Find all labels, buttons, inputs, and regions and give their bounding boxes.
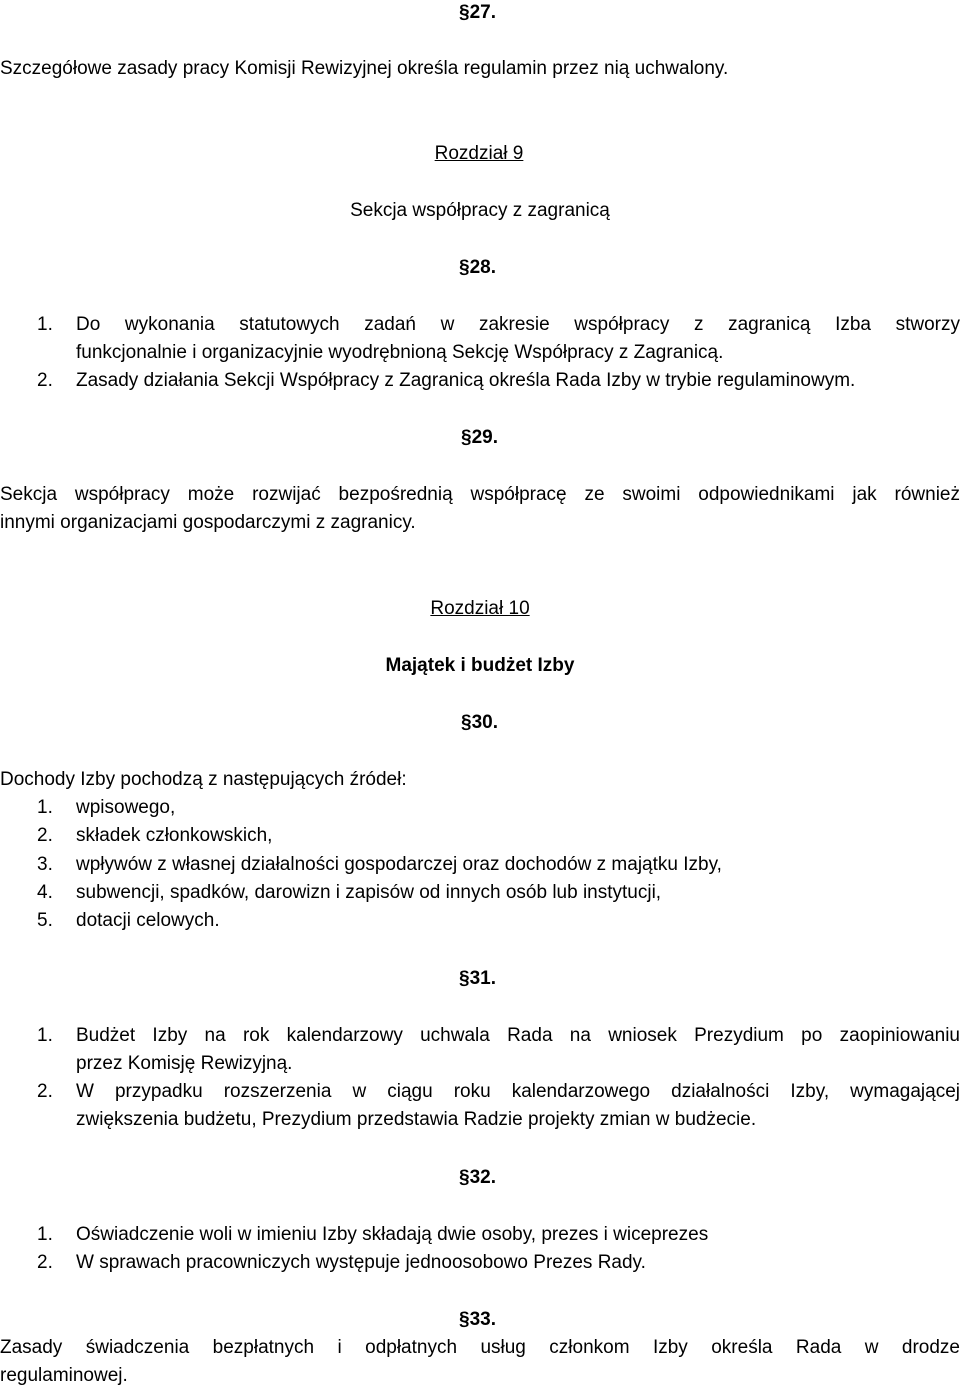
section-30-item-4-number: 4. xyxy=(37,882,53,903)
section-30-item-1-number: 1. xyxy=(37,797,53,818)
section-30-heading: §30. xyxy=(461,712,498,733)
section-28-item-1-line-2: funkcjonalnie i organizacyjnie wyodrębnioną Sekcję Współpracy z Zagranicą. xyxy=(76,342,724,363)
section-29-line-2: innymi organizacjami gospodarczymi z zagranicy. xyxy=(0,512,416,533)
section-30-item-2-text: składek członkowskich, xyxy=(76,825,273,846)
section-31-item-2-line-1: W przypadku rozszerzenia w ciągu roku kalendarzowego działalności Izby, wymagającej xyxy=(76,1081,960,1102)
section-28-item-2-text: Zasady działania Sekcji Współpracy z Zagranicą określa Rada Izby w trybie regulaminowym. xyxy=(76,370,856,391)
section-32-item-1-text: Oświadczenie woli w imieniu Izby składają dwie osoby, prezes i wiceprezes xyxy=(76,1224,709,1245)
section-32-item-2-text: W sprawach pracowniczych występuje jednoosobowo Prezes Rady. xyxy=(76,1252,646,1273)
section-30-item-1-text: wpisowego, xyxy=(76,797,176,818)
section-30-intro: Dochody Izby pochodzą z następujących źródeł: xyxy=(0,769,407,790)
section-32-item-2-number: 2. xyxy=(37,1252,53,1273)
chapter-9-title: Rozdział 9 xyxy=(434,143,524,164)
section-28-item-1-number: 1. xyxy=(37,314,53,335)
section-32-item-1-number: 1. xyxy=(37,1224,53,1245)
section-33-heading: §33. xyxy=(459,1309,496,1330)
section-33-line-2: regulaminowej. xyxy=(0,1365,128,1386)
section-30-item-3-number: 3. xyxy=(37,854,53,875)
section-28-heading: §28. xyxy=(459,257,496,278)
section-31-item-2-number: 2. xyxy=(37,1081,53,1102)
section-31-item-1-line-2: przez Komisję Rewizyjną. xyxy=(76,1053,293,1074)
section-32-heading: §32. xyxy=(459,1167,496,1188)
section-30-item-4-text: subwencji, spadków, darowizn i zapisów od innych osób lub instytucji, xyxy=(76,882,662,903)
section-31-item-2-line-2: zwiększenia budżetu, Prezydium przedstawia Radzie projekty zmian w budżecie. xyxy=(76,1109,757,1130)
chapter-9-subtitle: Sekcja współpracy z zagranicą xyxy=(350,200,610,221)
section-30-item-5-text: dotacji celowych. xyxy=(76,910,220,931)
chapter-10-title: Rozdział 10 xyxy=(430,598,530,619)
chapter-10-subtitle: Majątek i budżet Izby xyxy=(385,655,575,676)
section-28-item-1-line-1: Do wykonania statutowych zadań w zakresie współpracy z zagranicą Izba stworzy xyxy=(76,314,960,335)
section-33-line-1: Zasady świadczenia bezpłatnych i odpłatnych usług członkom Izby określa Rada w drodze xyxy=(0,1337,960,1358)
section-28-item-2-number: 2. xyxy=(37,370,53,391)
section-30-item-2-number: 2. xyxy=(37,825,53,846)
section-31-item-1-number: 1. xyxy=(37,1025,53,1046)
section-29-heading: §29. xyxy=(461,427,498,448)
section-31-item-1-line-1: Budżet Izby na rok kalendarzowy uchwala Rada na wniosek Prezydium po zaopiniowaniu xyxy=(76,1025,960,1046)
section-31-heading: §31. xyxy=(459,968,496,989)
section-30-item-5-number: 5. xyxy=(37,910,53,931)
section-30-item-3-text: wpływów z własnej działalności gospodarczej oraz dochodów z majątku Izby, xyxy=(76,854,722,875)
section-27-text: Szczegółowe zasady pracy Komisji Rewizyjnej określa regulamin przez nią uchwalony. xyxy=(0,58,729,79)
section-29-line-1: Sekcja współpracy może rozwijać bezpośrednią współpracę ze swoimi odpowiednikami jak również xyxy=(0,484,960,505)
section-27-heading: §27. xyxy=(459,2,496,23)
